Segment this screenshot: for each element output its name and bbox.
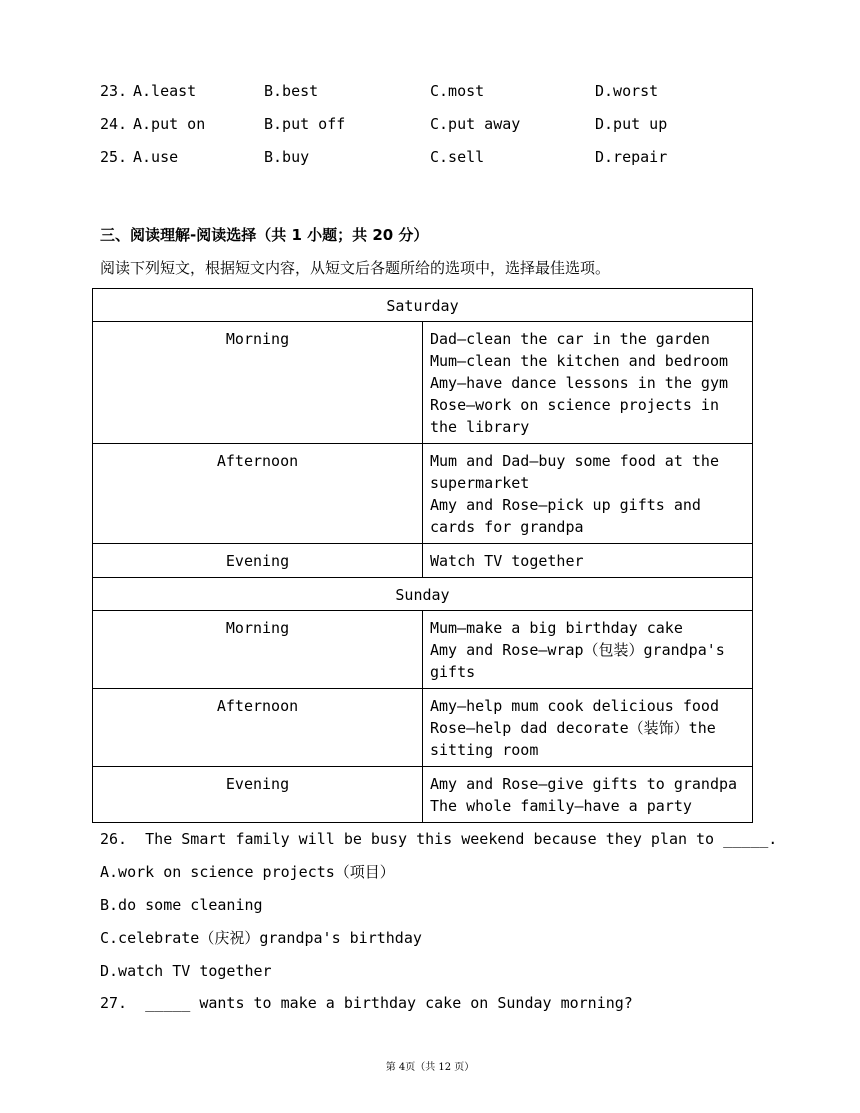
- option-a: A.put on: [133, 115, 206, 133]
- activity-line: Rose—work on science projects in the library: [430, 396, 729, 436]
- question-number: 23.: [100, 82, 128, 100]
- activities-cell: [423, 444, 753, 544]
- option-a: A.least: [133, 82, 197, 100]
- activities-cell: [423, 767, 753, 823]
- question-26-option-d: D.watch TV together: [100, 962, 272, 980]
- activity-line: Rose—help dad decorate（装饰）the sitting room: [430, 719, 725, 759]
- day-header-saturday: Saturday: [93, 289, 753, 322]
- option-c: C.put away: [430, 115, 521, 133]
- option-d: D.worst: [595, 82, 659, 100]
- table-row: [93, 322, 753, 444]
- time-label: Morning: [93, 322, 423, 444]
- time-label: Evening: [93, 767, 423, 823]
- activity-line: Amy and Rose—pick up gifts and cards for grandpa: [430, 496, 710, 536]
- activity-line: Amy—help mum cook delicious food: [430, 697, 719, 715]
- time-label: Evening: [93, 544, 423, 578]
- question-25-options: [100, 148, 780, 181]
- option-b: B.best: [264, 82, 319, 100]
- question-24-options: [100, 115, 780, 148]
- activity-line: The whole family—have a party: [430, 797, 692, 815]
- activities-cell: [423, 611, 753, 689]
- activity-line: Watch TV together: [430, 552, 584, 570]
- time-label: Morning: [93, 611, 423, 689]
- activity-line: Amy and Rose—give gifts to grandpa: [430, 775, 738, 793]
- time-label: Afternoon: [93, 444, 423, 544]
- activity-line: Mum and Dad—buy some food at the supermarket: [430, 452, 729, 492]
- activity-line: Amy—have dance lessons in the gym: [430, 374, 729, 392]
- option-b: B.put off: [264, 115, 346, 133]
- option-d: D.put up: [595, 115, 668, 133]
- page-footer: 第 4页（共 12 页）: [385, 1062, 475, 1073]
- section-title: 三、阅读理解-阅读选择（共 1 小题；共 20 分）: [100, 226, 429, 244]
- table-row: [93, 544, 753, 578]
- question-26-option-a: A.work on science projects（项目）: [100, 863, 395, 881]
- activity-line: Dad—clean the car in the garden: [430, 330, 710, 348]
- schedule-table: [92, 288, 753, 823]
- table-row: [93, 689, 753, 767]
- activity-line: Amy and Rose—wrap（包装）grandpa's gifts: [430, 641, 734, 681]
- table-row: [93, 289, 753, 322]
- activities-cell: [423, 322, 753, 444]
- table-row: [93, 444, 753, 544]
- option-b: B.buy: [264, 148, 310, 166]
- time-label: Afternoon: [93, 689, 423, 767]
- table-row: [93, 578, 753, 611]
- option-c: C.most: [430, 82, 485, 100]
- question-26-stem: 26. The Smart family will be busy this weekend because they plan to _____.: [100, 830, 778, 848]
- question-27-stem: 27. _____ wants to make a birthday cake on Sunday morning?: [100, 994, 633, 1012]
- answer-options-block: [100, 82, 780, 181]
- question-number: 24.: [100, 115, 128, 133]
- option-d: D.repair: [595, 148, 668, 166]
- question-23-options: [100, 82, 780, 115]
- activities-cell: [423, 544, 753, 578]
- question-26-option-b: B.do some cleaning: [100, 896, 263, 914]
- question-26-option-c: C.celebrate（庆祝）grandpa's birthday: [100, 929, 422, 947]
- table-row: [93, 767, 753, 823]
- option-a: A.use: [133, 148, 179, 166]
- day-header-sunday: Sunday: [93, 578, 753, 611]
- activities-cell: [423, 689, 753, 767]
- question-number: 25.: [100, 148, 128, 166]
- activity-line: Mum—clean the kitchen and bedroom: [430, 352, 729, 370]
- table-row: [93, 611, 753, 689]
- section-instruction: 阅读下列短文，根据短文内容，从短文后各题所给的选项中，选择最佳选项。: [100, 259, 611, 277]
- activity-line: Mum—make a big birthday cake: [430, 619, 683, 637]
- option-c: C.sell: [430, 148, 485, 166]
